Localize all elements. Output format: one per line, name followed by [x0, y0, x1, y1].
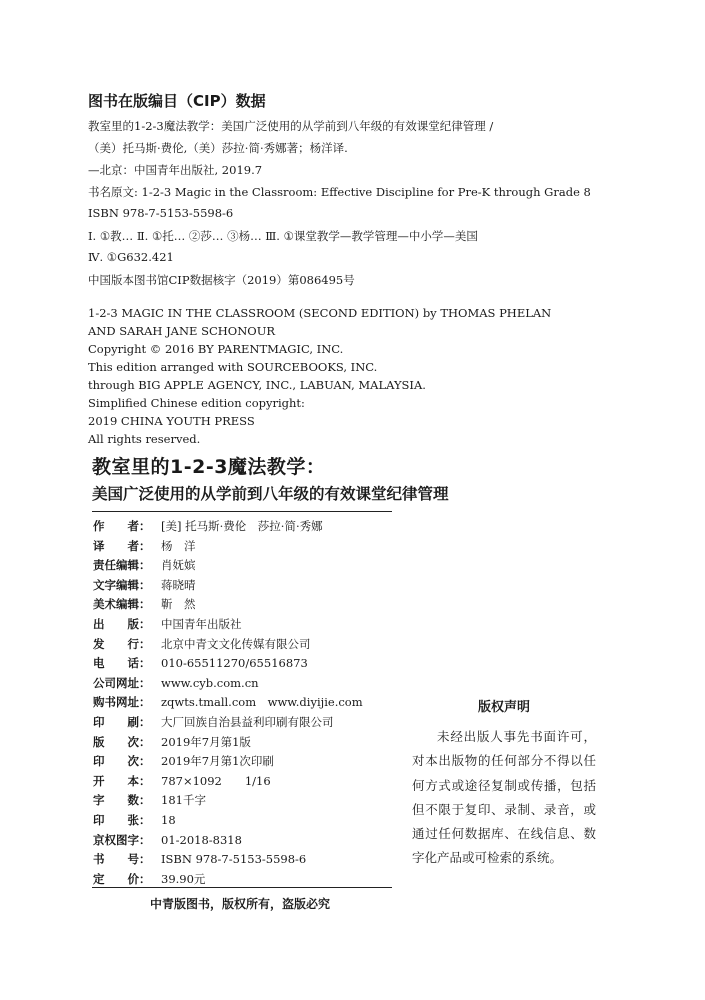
info-row	[93, 734, 251, 750]
divider	[92, 887, 392, 888]
info-row	[93, 675, 259, 691]
info-value: 蒋晓晴	[161, 577, 196, 592]
info-row	[93, 871, 205, 887]
copyright-notice	[412, 696, 596, 871]
info-row	[93, 655, 308, 671]
bottom-note: 中青版图书，版权所有，盗版必究	[149, 897, 330, 911]
info-value: 181千字	[161, 793, 206, 808]
info-label: 定 价：	[93, 871, 151, 886]
rights-line: Copyright © 2016 BY PARENTMAGIC, INC.	[88, 342, 344, 356]
cip-line: —北京：中国青年出版社, 2019.7	[88, 163, 263, 177]
rights-line: Simplified Chinese edition copyright:	[88, 396, 305, 410]
cip-line: 中国版本图书馆CIP数据核字（2019）第086495号	[88, 273, 355, 287]
info-row	[93, 773, 271, 789]
info-value: ISBN 978-7-5153-5598-6	[161, 852, 307, 867]
info-row	[93, 577, 196, 593]
info-value: 2019年7月第1次印刷	[161, 754, 274, 769]
info-row	[93, 812, 176, 828]
info-value: www.cyb.com.cn	[161, 675, 259, 690]
info-label: 公司网址：	[93, 675, 151, 690]
book-title: 教室里的1-2-3魔法教学：	[92, 456, 326, 478]
info-row	[93, 636, 311, 652]
cip-line: ISBN 978-7-5153-5598-6	[88, 206, 234, 220]
rights-line: AND SARAH JANE SCHONOUR	[88, 324, 276, 338]
info-value: 18	[161, 813, 176, 827]
info-label: 美术编辑：	[93, 597, 151, 612]
info-label: 书 号：	[93, 852, 151, 867]
cip-line: 书名原文: 1-2-3 Magic in the Classroom: Effective Discipline for Pre-K through Grade 8	[88, 185, 591, 199]
info-value: 39.90元	[161, 871, 206, 886]
info-value: zqwts.tmall.com www.diyijie.com	[161, 695, 363, 710]
cip-title: 图书在版编目（CIP）数据	[88, 92, 266, 110]
info-label: 译 者：	[93, 538, 151, 553]
info-label: 京权图字：	[93, 832, 151, 847]
rights-line: 2019 CHINA YOUTH PRESS	[88, 414, 255, 428]
copyright-title: 版权声明	[477, 700, 530, 715]
info-label: 作 者：	[93, 519, 151, 533]
info-value: 靳 然	[161, 597, 196, 612]
info-label: 文字编辑：	[93, 577, 151, 592]
info-label: 电 话：	[93, 656, 151, 671]
cip-line: Ⅰ. ①教… Ⅱ. ①托… ②莎… ③杨… Ⅲ. ①课堂教学—教学管理—中小学—美国	[88, 229, 478, 243]
book-subtitle: 美国广泛使用的从学前到八年级的有效课堂纪律管理	[92, 485, 449, 503]
info-value: 大厂回族自治县益利印刷有限公司	[161, 715, 334, 729]
info-value: 肖妩嫔	[161, 558, 196, 573]
info-label: 印 次：	[93, 754, 151, 769]
info-label: 购书网址：	[93, 695, 151, 710]
cip-line: Ⅳ. ①G632.421	[88, 250, 174, 264]
rights-line: This edition arranged with SOURCEBOOKS, INC.	[88, 360, 378, 374]
info-row	[93, 832, 242, 848]
info-value: 787×1092 1/16	[161, 773, 271, 788]
copyright-text: 未经出版人事先书面许可，对本出版物的任何部分不得以任何方式或途径复制或传播，包括但不限于复印、录制、录音，或通过任何数据库、在线信息、数字化产品或可检索的系统。	[412, 729, 596, 866]
info-row	[93, 694, 363, 710]
rights-line: through BIG APPLE AGENCY, INC., LABUAN, MALAYSIA.	[88, 378, 426, 392]
info-label: 印 刷：	[93, 715, 151, 729]
rights-line: 1-2-3 MAGIC IN THE CLASSROOM (SECOND EDITION) by THOMAS PHELAN	[88, 306, 552, 320]
info-row	[93, 851, 306, 867]
cip-line: 教室里的1-2-3魔法教学：美国广泛使用的从学前到八年级的有效课堂纪律管理 /	[88, 119, 494, 133]
info-label: 责任编辑：	[93, 558, 151, 573]
info-label: 字 数：	[93, 793, 151, 808]
info-row	[93, 538, 196, 554]
divider	[92, 511, 392, 512]
info-value: [美] 托马斯·费伦 莎拉·简·秀娜	[161, 519, 323, 533]
info-row	[93, 557, 196, 573]
info-label: 开 本：	[93, 773, 151, 788]
info-row	[93, 616, 242, 632]
info-value: 010-65511270/65516873	[161, 656, 308, 671]
info-row	[93, 518, 323, 534]
info-value: 杨 洋	[161, 538, 196, 553]
info-value: 北京中青文文化传媒有限公司	[161, 636, 311, 651]
info-row	[93, 714, 334, 730]
info-value: 01-2018-8318	[161, 832, 242, 847]
info-row	[93, 596, 196, 612]
info-label: 出 版：	[93, 617, 151, 631]
cip-line: （美）托马斯·费伦,（美）莎拉·简·秀娜著；杨洋译.	[88, 141, 348, 155]
info-label: 印 张：	[93, 813, 151, 827]
info-row	[93, 792, 206, 808]
info-label: 发 行：	[93, 636, 151, 651]
info-label: 版 次：	[93, 734, 151, 749]
rights-line: All rights reserved.	[88, 432, 201, 446]
info-value: 中国青年出版社	[161, 617, 242, 631]
info-row	[93, 753, 274, 769]
info-value: 2019年7月第1版	[161, 734, 251, 749]
